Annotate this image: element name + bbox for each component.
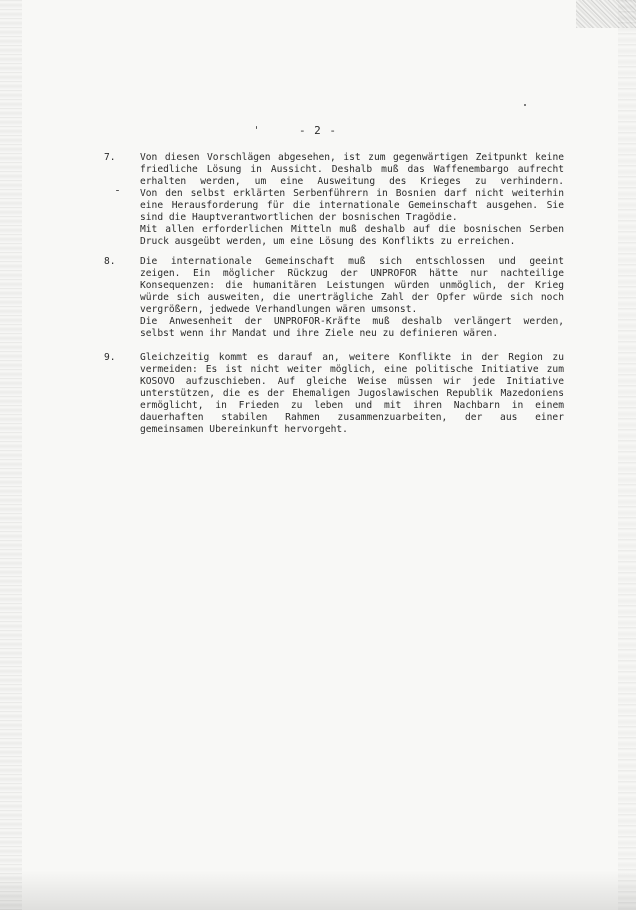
text-line: friedliche Lösung in Aussicht. Deshalb muß das Waffenembargo aufrecht [140, 164, 564, 175]
item-number: 9. [104, 352, 116, 363]
text-line: vergrößern, jedwede Verhandlungen wären umsonst. [140, 304, 418, 315]
scan-speck [524, 104, 526, 106]
text-line: Von den selbst erklärten Serbenführern in Bosnien darf nicht weiterhin [140, 188, 564, 199]
paragraph-text [140, 352, 564, 436]
text-line: unterstützen, die es der Ehemaligen Jugoslawischen Republik Mazedoniens [140, 388, 564, 399]
text-line: zeigen. Ein möglicher Rückzug der UNPROFOR hätte nur nachteilige [140, 268, 564, 279]
text-line: Von diesen Vorschlägen abgesehen, ist zum gegenwärtigen Zeitpunkt keine [140, 152, 564, 163]
text-line: KOSOVO aufzuschieben. Auf gleiche Weise müssen wir jede Initiative [140, 376, 564, 387]
page-number: - 2 - [298, 124, 338, 137]
text-line: Druck ausgeübt werden, um eine Lösung des Konflikts zu erreichen. [140, 236, 516, 247]
text-line: Konsequenzen: die humanitären Leistungen würden unmöglich, der Krieg [140, 280, 564, 291]
text-line: vermeiden: Es ist nicht weiter möglich, eine politische Initiative zum [140, 364, 564, 375]
text-line: gemeinsamen Übereinkunft hervorgeht. [140, 424, 348, 435]
paragraph-text [140, 152, 564, 248]
scan-edge-bottom [0, 870, 636, 910]
text-line: erhalten werden, um eine Ausweitung des Krieges zu verhindern. [140, 176, 564, 187]
paragraph-item-7 [104, 152, 564, 248]
scan-corner-noise [576, 0, 636, 28]
text-line: Gleichzeitig kommt es darauf an, weitere Konflikte in der Region zu [140, 352, 564, 363]
item-number: 8. [104, 256, 116, 267]
paragraph-text [140, 256, 564, 340]
text-line: ermöglicht, in Frieden zu leben und mit ihren Nachbarn in einem [140, 400, 564, 411]
text-line: dauerhaften stabilen Rahmen zusammenzuarbeiten, der aus einer [140, 412, 564, 423]
paragraph-item-9 [104, 352, 564, 436]
text-line: sind die Hauptverantwortlichen der bosnischen Tragödie. [140, 212, 458, 223]
text-line: Die internationale Gemeinschaft muß sich entschlossen und geeint [140, 256, 564, 267]
text-line: eine Herausforderung für die internationale Gemeinschaft ausgehen. Sie [140, 200, 564, 211]
paragraph-item-8 [104, 256, 564, 340]
text-line: Die Anwesenheit der UNPROFOR-Kräfte muß deshalb verlängert werden, [140, 316, 564, 327]
text-line: würde sich ausweiten, die unerträgliche Zahl der Opfer würde sich noch [140, 292, 564, 303]
text-line: Mit allen erforderlichen Mitteln muß deshalb auf die bosnischen Serben [140, 224, 564, 235]
text-line: selbst wenn ihr Mandat und ihre Ziele neu zu definieren wären. [140, 328, 499, 339]
item-number: 7. [104, 152, 116, 163]
